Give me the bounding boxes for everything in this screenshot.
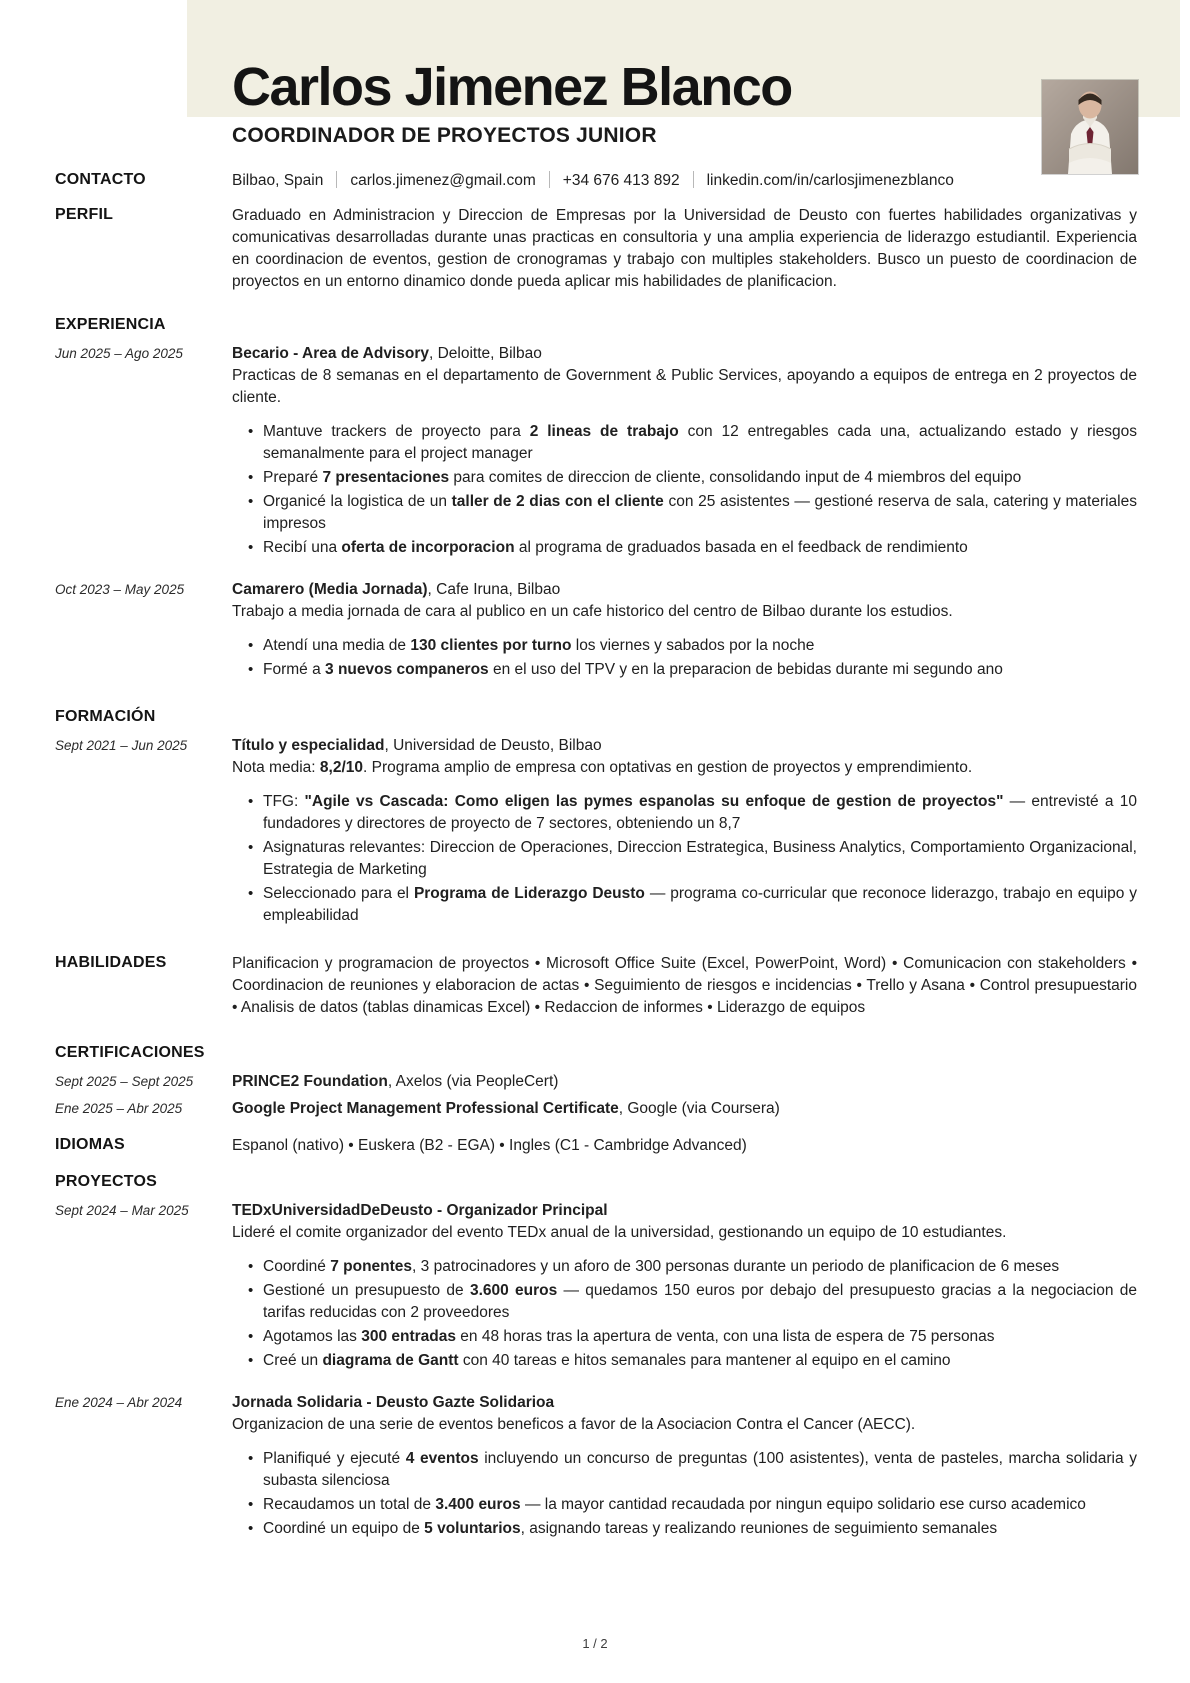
name-heading: Carlos Jimenez Blanco	[232, 57, 792, 117]
section-label-experiencia: EXPERIENCIA	[55, 316, 166, 333]
contact-phone: +34 676 413 892	[562, 172, 680, 189]
entry-bullet: • Recibí una oferta de incorporacion al programa de graduados basada en el feedback de rendimiento	[232, 537, 1137, 559]
experience-entry	[55, 579, 1137, 681]
languages-text: Espanol (nativo) • Euskera (B2 - EGA) • Ingles (C1 - Cambridge Advanced)	[232, 1137, 747, 1154]
entry-bullets	[232, 635, 1137, 681]
entry-bullet: • Formé a 3 nuevos companeros en el uso del TPV y en la preparacion de bebidas durante mi segundo ano	[232, 659, 1137, 681]
page-number: 1 / 2	[582, 1636, 608, 1651]
education-entry	[55, 735, 1137, 927]
entry-bullets	[232, 421, 1137, 559]
project-entry	[55, 1200, 1137, 1372]
section-label-certificaciones: CERTIFICACIONES	[55, 1044, 205, 1061]
contact-line	[232, 170, 1137, 192]
skills-text: Planificacion y programacion de proyectos • Microsoft Office Suite (Excel, PowerPoint, Word) • Comunicacion con stakeholders • Coordinacion de reuniones y elaboracion de actas • Seguimiento de riesgos e incidencias • Trello y Asana • Control presupuestario • Analisis de datos (tablas dinamicas Excel) • Redaccion de informes • Liderazgo de equipos	[232, 955, 1137, 1016]
entry-summary: Organizacion de una serie de eventos beneficos a favor de la Asociacion Contra el Cancer (AECC).	[232, 1416, 916, 1433]
entry-bullet: • Gestioné un presupuesto de 3.600 euros — quedamos 150 euros por debajo del presupuesto gracias a la negociacion de tarifas reducidas con 2 proveedores	[232, 1280, 1137, 1324]
entry-date: Ene 2024 – Abr 2024	[55, 1395, 183, 1410]
section-label-perfil: PERFIL	[55, 206, 114, 223]
entry-bullets	[232, 791, 1137, 927]
entry-bullet: • Preparé 7 presentaciones para comites de direccion de cliente, consolidando input de 4 miembros del equipo	[232, 467, 1137, 489]
entry-body	[232, 1392, 1137, 1540]
entry-bullet: • Coordiné 7 ponentes, 3 patrocinadores y un aforo de 300 personas durante un periodo de planificacion de 6 meses	[232, 1256, 1137, 1278]
section-label-idiomas: IDIOMAS	[55, 1136, 125, 1153]
entry-title: Becario - Area de Advisory, Deloitte, Bilbao	[232, 345, 542, 362]
entry-bullet: • Atendí una media de 130 clientes por turno los viernes y sabados por la noche	[232, 635, 1137, 657]
entry-title: Jornada Solidaria - Deusto Gazte Solidarioa	[232, 1394, 555, 1411]
perfil-section	[55, 205, 1137, 293]
entry-bullet: • Coordiné un equipo de 5 voluntarios, asignando tareas y realizando reuniones de seguimiento semanales	[232, 1518, 1137, 1540]
contact-separator	[549, 171, 550, 188]
formacion-heading-row	[55, 707, 1137, 726]
entry-date: Jun 2025 – Ago 2025	[55, 346, 183, 361]
experiencia-heading-row	[55, 315, 1137, 334]
contact-location: Bilbao, Spain	[232, 172, 324, 189]
section-label-formacion: FORMACIÓN	[55, 708, 156, 725]
entry-bullet: • Agotamos las 300 entradas en 48 horas tras la apertura de venta, con una lista de espera de 75 personas	[232, 1326, 1137, 1348]
entry-date: Sept 2025 – Sept 2025	[55, 1074, 194, 1089]
contact-separator	[693, 171, 694, 188]
entry-bullet: • Recaudamos un total de 3.400 euros — la mayor cantidad recaudada por ningun equipo solidario ese curso academico	[232, 1494, 1137, 1516]
entry-bullet: • Creé un diagrama de Gantt con 40 tareas e hitos semanales para mantener al equipo en el camino	[232, 1350, 1137, 1372]
contact-linkedin[interactable]: linkedin.com/in/carlosjimenezblanco	[706, 172, 954, 189]
certificaciones-heading-row	[55, 1043, 1137, 1062]
entry-bullet: • Asignaturas relevantes: Direccion de Operaciones, Direccion Estrategica, Business Analytics, Comportamiento Organizacional, Estrategia de Marketing	[232, 837, 1137, 881]
profile-summary: Graduado en Administracion y Direccion de Empresas por la Universidad de Deusto con fuertes habilidades organizativas y comunicativas desarrolladas durante unas practicas en consultoria y una amplia experiencia de liderazgo estudiantil. Experiencia en coordinacion de eventos, gestion de cronogramas y trabajo con multiples stakeholders. Busco un puesto de coordinacion de proyectos en un entorno dinamico donde pueda aplicar mis habilidades de planificacion.	[232, 207, 1137, 290]
proyectos-heading-row	[55, 1172, 1137, 1191]
project-entry	[55, 1392, 1137, 1540]
entry-title: TEDxUniversidadDeDeusto - Organizador Principal	[232, 1202, 608, 1219]
entry-date: Sept 2024 – Mar 2025	[55, 1203, 189, 1218]
entry-summary: Lideré el comite organizador del evento TEDx anual de la universidad, gestionando un equipo de 10 estudiantes.	[232, 1224, 1007, 1241]
entry-bullets	[232, 1448, 1137, 1540]
entry-bullet: • Mantuve trackers de proyecto para 2 lineas de trabajo con 12 entregables cada una, actualizando estado y riesgos semanalmente para el project manager	[232, 421, 1137, 465]
entry-body	[232, 1200, 1137, 1372]
section-label-habilidades: HABILIDADES	[55, 954, 167, 971]
certification-entry	[55, 1071, 1137, 1093]
experience-entry	[55, 343, 1137, 559]
entry-date: Oct 2023 – May 2025	[55, 582, 185, 597]
job-title: COORDINADOR DE PROYECTOS JUNIOR	[232, 124, 657, 147]
entry-summary: Nota media: 8,2/10. Programa amplio de empresa con optativas en gestion de proyectos y emprendimiento.	[232, 759, 973, 776]
entry-bullet: • Planifiqué y ejecuté 4 eventos incluyendo un concurso de preguntas (100 asistentes), venta de pasteles, marcha solidaria y subasta silenciosa	[232, 1448, 1137, 1492]
entry-body	[232, 579, 1137, 681]
entry-title: Título y especialidad, Universidad de Deusto, Bilbao	[232, 737, 602, 754]
entry-bullet: • TFG: "Agile vs Cascada: Como eligen las pymes espanolas su enfoque de gestion de proyectos" — entrevisté a 10 fundadores y directores de proyecto de 7 sectores, obteniendo un 8,7	[232, 791, 1137, 835]
certification-entry	[55, 1098, 1137, 1120]
entry-bullets	[232, 1256, 1137, 1372]
section-label-contacto: CONTACTO	[55, 171, 146, 188]
entry-bullet: • Seleccionado para el Programa de Liderazgo Deusto — programa co-curricular que reconoce liderazgo, trabajo en equipo y empleabilidad	[232, 883, 1137, 927]
entry-summary: Trabajo a media jornada de cara al publico en un cafe historico del centro de Bilbao durante los estudios.	[232, 603, 953, 620]
section-label-proyectos: PROYECTOS	[55, 1173, 157, 1190]
entry-date: Sept 2021 – Jun 2025	[55, 738, 188, 753]
entry-body	[232, 735, 1137, 927]
idiomas-section	[55, 1135, 1137, 1157]
contact-section	[55, 170, 1137, 192]
entry-date: Ene 2025 – Abr 2025	[55, 1101, 183, 1116]
entry-body	[232, 343, 1137, 559]
entry-title: Google Project Management Professional Certificate, Google (via Coursera)	[232, 1100, 780, 1117]
entry-title: Camarero (Media Jornada), Cafe Iruna, Bilbao	[232, 581, 561, 598]
entry-bullet: • Organicé la logistica de un taller de 2 dias con el cliente con 25 asistentes — gestioné reserva de sala, catering y materiales impresos	[232, 491, 1137, 535]
contact-email[interactable]: carlos.jimenez@gmail.com	[350, 172, 536, 189]
contact-separator	[336, 171, 337, 188]
entry-summary: Practicas de 8 semanas en el departamento de Government & Public Services, apoyando a equipos de entrega en 2 proyectos de cliente.	[232, 367, 1137, 406]
habilidades-section	[55, 953, 1137, 1019]
entry-title: PRINCE2 Foundation, Axelos (via PeopleCert)	[232, 1073, 559, 1090]
